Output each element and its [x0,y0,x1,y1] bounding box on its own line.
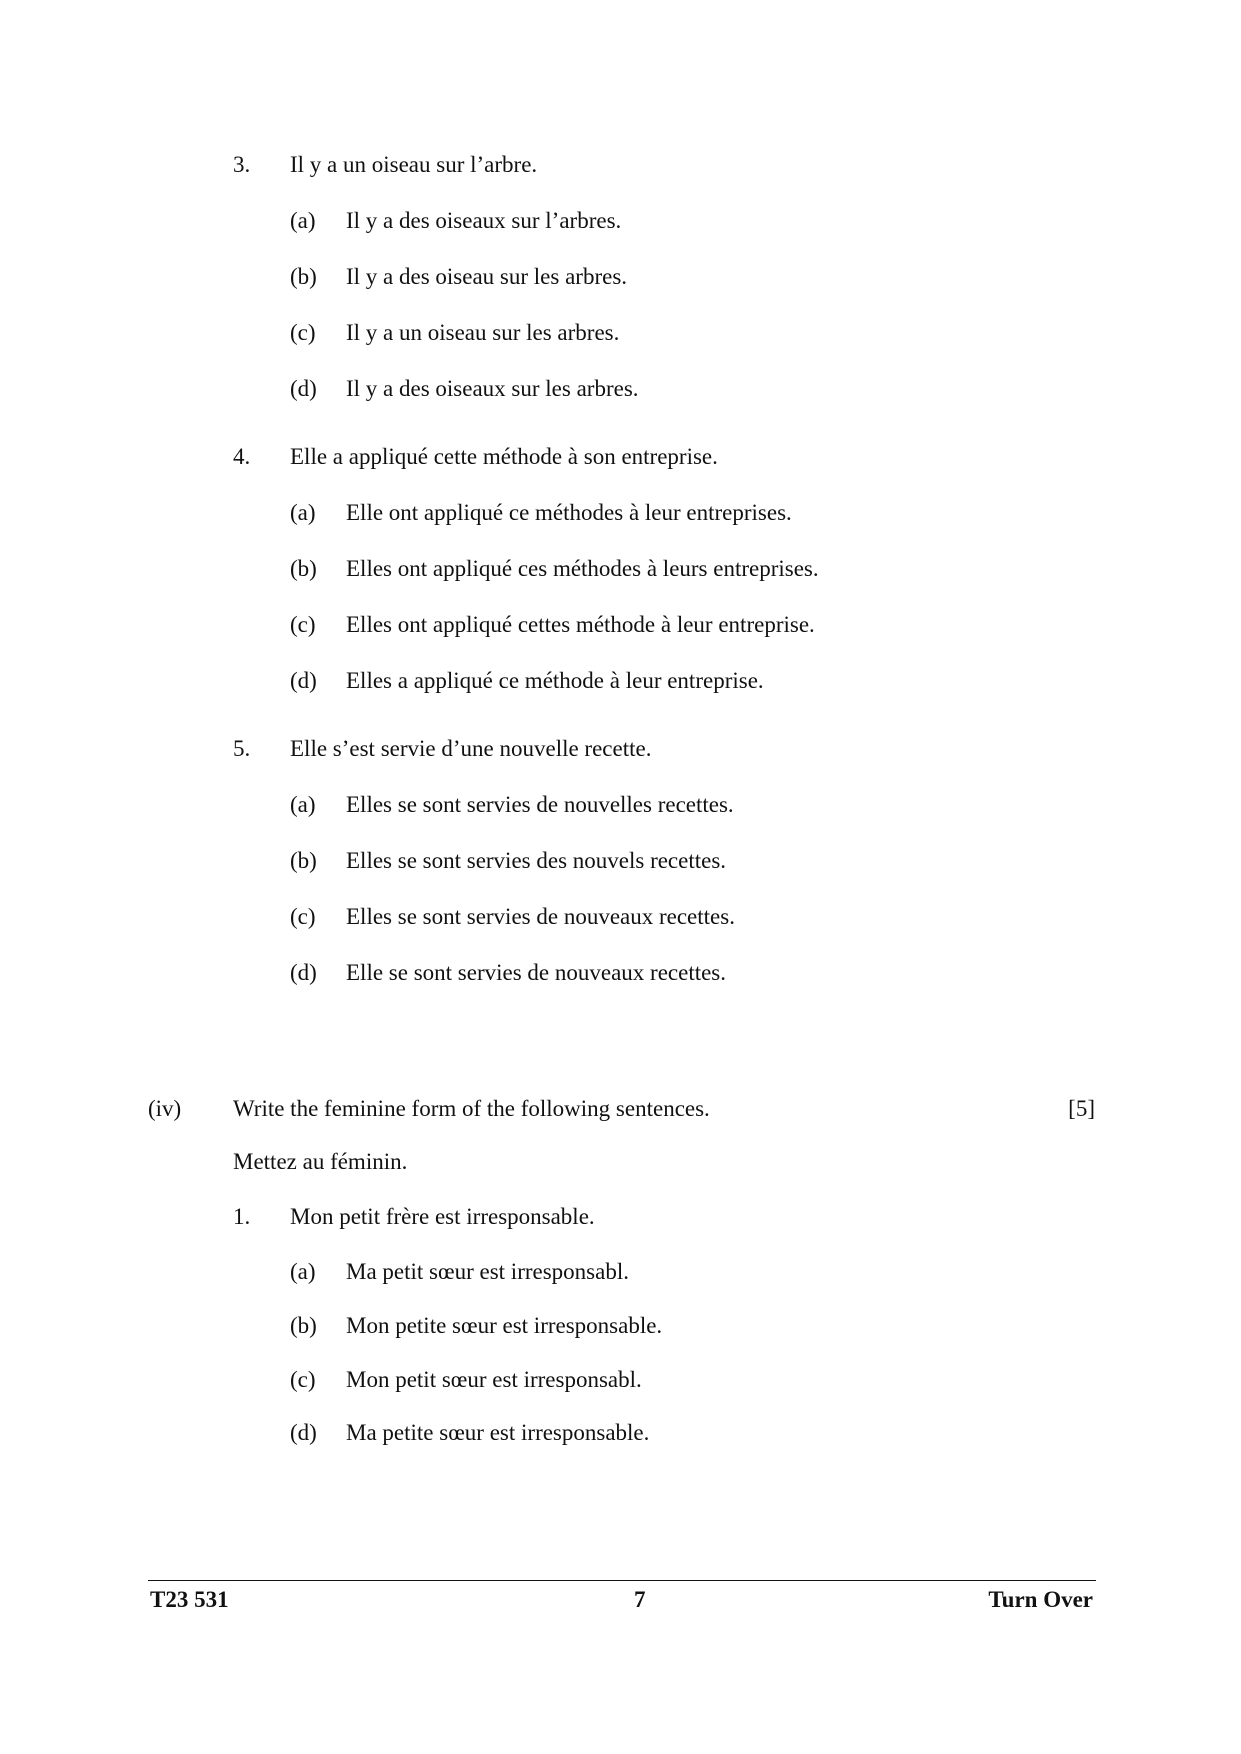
footer-code: T23 531 [150,1587,229,1612]
turn-over: Turn Over [988,1587,1093,1612]
option-text: Mon petit sœur est irresponsabl. [346,1367,642,1392]
option-text: Il y a des oiseau sur les arbres. [346,264,628,289]
option-text: Elles se sont servies de nouvelles recettes. [346,792,734,817]
question-number: 3. [233,152,251,177]
question-text: Elle s’est servie d’une nouvelle recette. [290,736,652,761]
question-text: Il y a un oiseau sur l’arbre. [290,152,538,177]
footer-divider [148,1580,1096,1581]
section-instruction-fr: Mettez au féminin. [233,1149,408,1174]
option-letter: (b) [290,556,317,581]
section-marks: [5] [1068,1096,1095,1121]
option-letter: (b) [290,848,317,873]
option-text: Elle se sont servies de nouveaux recettes. [346,960,727,985]
option-text: Il y a des oiseaux sur les arbres. [346,376,639,401]
option-letter: (a) [290,792,316,817]
option-text: Elles a appliqué ce méthode à leur entreprise. [346,668,764,693]
option-text: Il y a un oiseau sur les arbres. [346,320,620,345]
question-number: 1. [233,1204,251,1229]
option-letter: (d) [290,376,317,401]
option-letter: (d) [290,1420,317,1445]
option-letter: (d) [290,960,317,985]
option-text: Ma petit sœur est irresponsabl. [346,1259,629,1284]
option-text: Elles ont appliqué ces méthodes à leurs entreprises. [346,556,819,581]
option-text: Elle ont appliqué ce méthodes à leur entreprises. [346,500,792,525]
option-letter: (a) [290,208,316,233]
option-letter: (b) [290,264,317,289]
option-letter: (a) [290,1259,316,1284]
section-instruction: Write the feminine form of the following sentences. [233,1096,710,1121]
option-letter: (c) [290,612,316,637]
option-letter: (a) [290,500,316,525]
question-text: Mon petit frère est irresponsable. [290,1204,595,1229]
question-number: 4. [233,444,251,469]
option-letter: (c) [290,1367,316,1392]
section-number: (iv) [148,1096,182,1121]
option-letter: (b) [290,1313,317,1338]
option-text: Ma petite sœur est irresponsable. [346,1420,650,1445]
option-text: Elles se sont servies des nouvels recettes. [346,848,727,873]
question-text: Elle a appliqué cette méthode à son entreprise. [290,444,718,469]
option-letter: (c) [290,904,316,929]
option-text: Mon petite sœur est irresponsable. [346,1313,663,1338]
option-text: Il y a des oiseaux sur l’arbres. [346,208,622,233]
option-text: Elles se sont servies de nouveaux recettes. [346,904,735,929]
option-letter: (c) [290,320,316,345]
question-number: 5. [233,736,251,761]
option-text: Elles ont appliqué cettes méthode à leur entreprise. [346,612,815,637]
page-number: 7 [634,1587,646,1612]
option-letter: (d) [290,668,317,693]
